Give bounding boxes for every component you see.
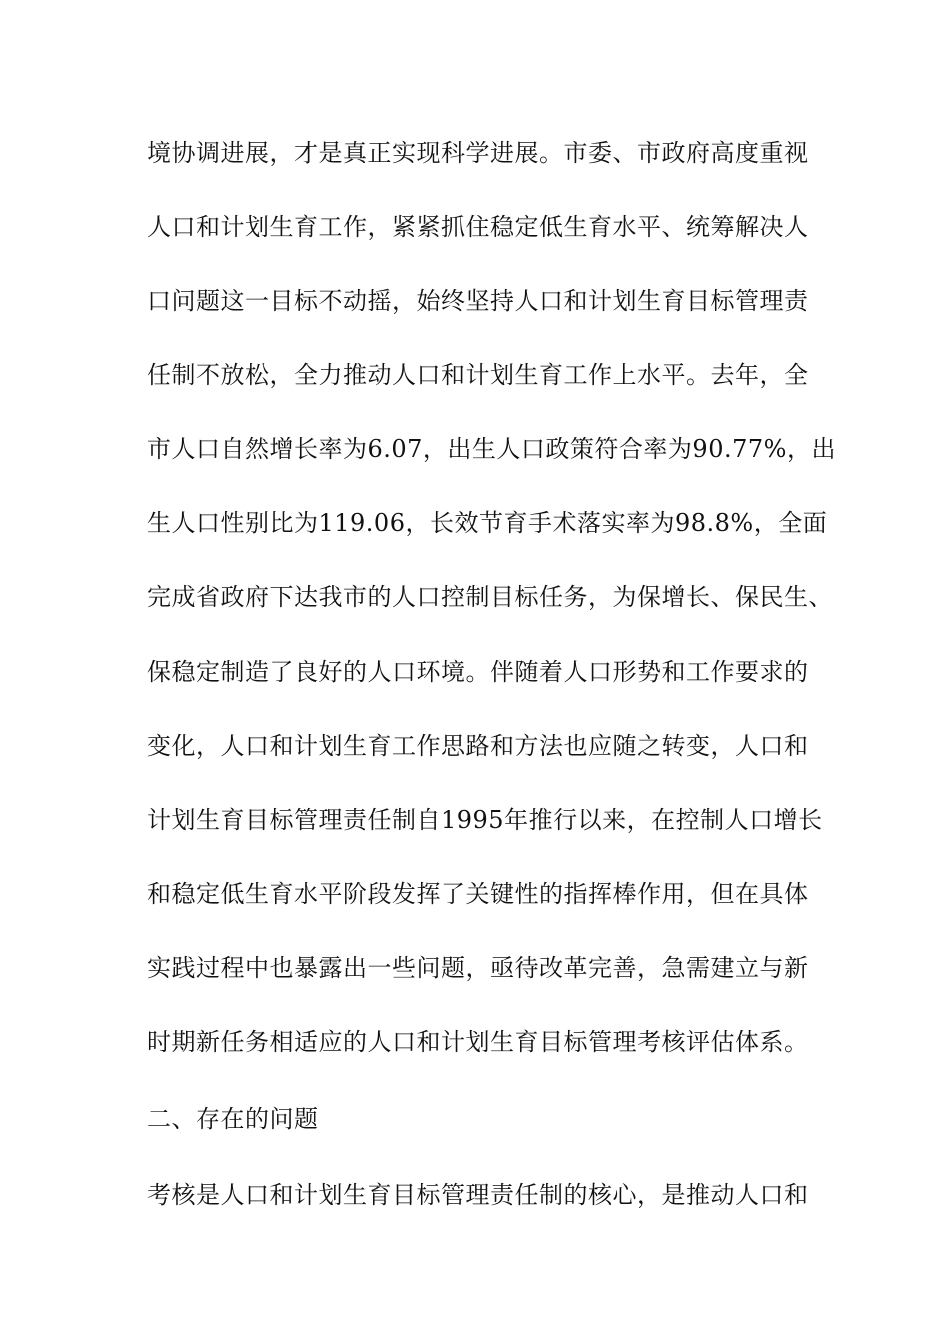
paragraph-line: 人口和计划生育工作，紧紧抓住稳定低生育水平、统筹解决人 (147, 213, 809, 241)
paragraph-line: 时期新任务相适应的人口和计划生育目标管理考核评估体系。 (147, 1028, 809, 1056)
paragraph-line: 口问题这一目标不动摇，始终坚持人口和计划生育目标管理责 (147, 287, 809, 315)
paragraph-line: 任制不放松，全力推动人口和计划生育工作上水平。去年，全 (147, 361, 809, 389)
paragraph-line: 保稳定制造了良好的人口环境。伴随着人口形势和工作要求的 (147, 658, 809, 686)
paragraph-line: 境协调进展，才是真正实现科学进展。市委、市政府高度重视 (147, 139, 809, 167)
paragraph-line: 市人口自然增长率为6.07，出生人口政策符合率为90.77%，出 (147, 435, 836, 463)
paragraph-line: 计划生育目标管理责任制自1995年推行以来，在控制人口增长 (147, 806, 823, 834)
paragraph-line: 和稳定低生育水平阶段发挥了关键性的指挥棒作用，但在具体 (147, 880, 809, 908)
paragraph-line: 生人口性别比为119.06，长效节育手术落实率为98.8%，全面 (147, 509, 828, 537)
paragraph-line: 完成省政府下达我市的人口控制目标任务，为保增长、保民生、 (147, 583, 833, 611)
paragraph-line: 考核是人口和计划生育目标管理责任制的核心，是推动人口和 (147, 1181, 809, 1209)
paragraph-line: 实践过程中也暴露出一些问题，亟待改革完善，急需建立与新 (147, 954, 809, 982)
paragraph-line: 变化，人口和计划生育工作思路和方法也应随之转变，人口和 (147, 732, 809, 760)
section-heading: 二、存在的问题 (147, 1105, 319, 1133)
